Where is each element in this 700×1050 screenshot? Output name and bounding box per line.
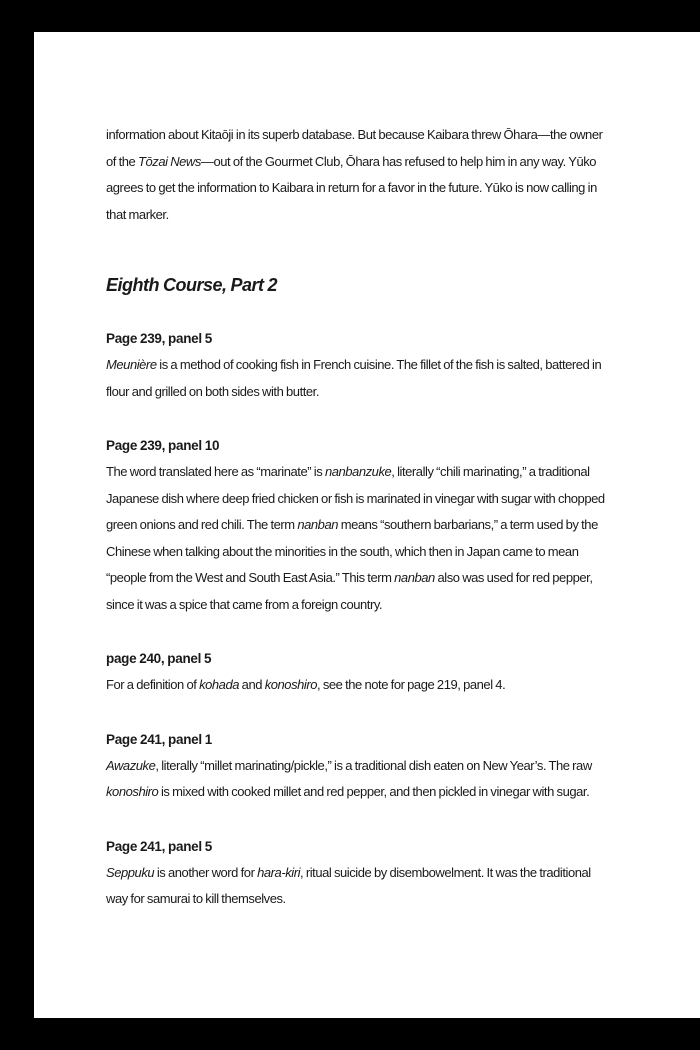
note-heading: Page 241, panel 1	[106, 731, 212, 747]
note-text: also was used for red pepper, since it was a spice that came from a foreign country.	[106, 570, 593, 612]
note-text: is mixed with cooked millet and red pepper, and then pickled in vinegar with sugar.	[158, 784, 590, 799]
note-body	[106, 753, 606, 806]
note-page-239-panel-5	[106, 326, 606, 405]
note-page-239-panel-10	[106, 433, 606, 618]
note-text: means “southern barbarians,” a term used by the Chinese when talking about the minorities in the south, which then in Japan came to mean “people from the West and South East Asia.” This term	[106, 517, 598, 585]
note-text-italic: nanbanzuke	[324, 464, 392, 479]
note-text: , ritual suicide by disembowelment. It was the traditional way for samurai to kill themselves.	[106, 864, 591, 906]
intro-paragraph	[106, 122, 606, 228]
note-text: For a definition of	[106, 677, 200, 692]
intro-text-italic: Tōzai News	[138, 153, 201, 169]
intro-text-2: —out of the Gourmet Club, Ōhara has refused to help him in any way. Yūko agrees to get the information to Kaibara in return for a favor in the future. Yūko is now calling in that marker.	[106, 153, 597, 222]
page-content	[106, 122, 606, 941]
section-title: Eighth Course, Part 2	[106, 275, 278, 295]
note-body	[106, 459, 606, 618]
note-body	[106, 860, 606, 913]
note-text-italic: hara-kiri	[257, 864, 301, 880]
note-text: , literally “chili marinating,” a traditional Japanese dish where deep fried chicken or fish is marinated in vinegar with sugar with chopped green onions and red chili. The term	[106, 464, 605, 532]
note-text: is a method of cooking fish in French cuisine. The fillet of the fish is salted, battered in flour and grilled on both sides with butter.	[106, 357, 602, 399]
book-page	[34, 32, 700, 1018]
note-text-italic: Seppuku	[106, 864, 155, 880]
note-text: is another word for	[154, 864, 258, 880]
note-text-italic: konoshiro	[264, 677, 318, 692]
note-heading: Page 239, panel 5	[106, 331, 212, 346]
note-text: and	[239, 677, 265, 692]
note-text: The word translated here as “marinate” is	[106, 464, 325, 479]
note-text-italic: nanban	[297, 517, 339, 532]
note-text-italic: konoshiro	[106, 784, 159, 799]
note-text: , literally “millet marinating/pickle,” is a traditional dish eaten on New Year’s. The raw	[155, 757, 592, 773]
intro-text-1: information about Kitaōji in its superb database. But because Kaibara threw Ōhara—the owner of the	[106, 127, 603, 169]
note-body	[106, 672, 606, 699]
note-text-italic: Meunière	[106, 357, 157, 372]
note-text: , see the note for page 219, panel 4.	[317, 677, 506, 692]
note-text-italic: Awazuke	[106, 757, 156, 773]
note-page-241-panel-5	[106, 834, 606, 913]
note-page-240-panel-5	[106, 646, 606, 699]
note-text-italic: nanban	[394, 570, 435, 585]
note-page-241-panel-1	[106, 727, 606, 806]
note-text-italic: kohada	[199, 677, 240, 692]
note-heading: Page 241, panel 5	[106, 838, 212, 854]
note-heading: page 240, panel 5	[106, 651, 212, 666]
note-body	[106, 352, 606, 405]
note-heading: Page 239, panel 10	[106, 438, 220, 453]
